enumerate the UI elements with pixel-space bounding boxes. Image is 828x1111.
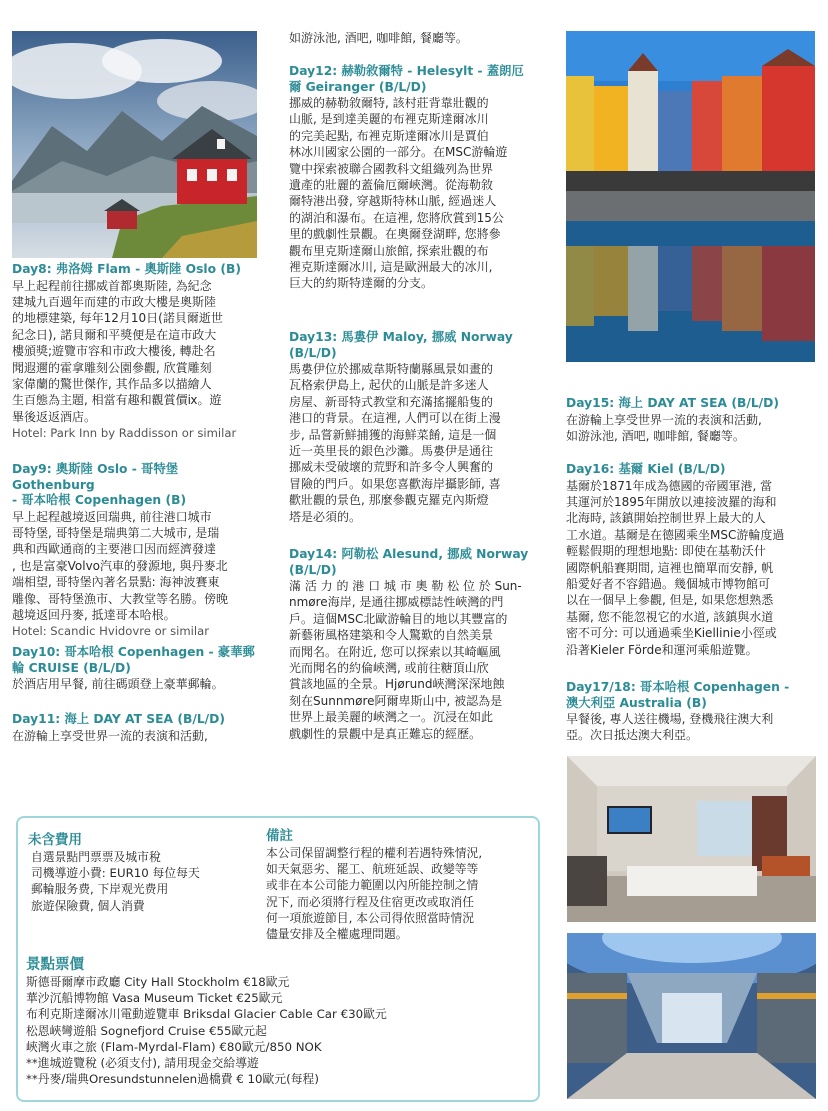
title-line: Day13: 馬婁伊 Maloy, 挪威 Norway [289,330,513,344]
title-line: - 哥本哈根 Copenhagen (B) [12,493,187,507]
body-line: 越境返回丹麥, 抵達哥本哈根。 [12,607,176,622]
body-line: 雕像、哥特堡漁市、大教堂等名勝。傍晚 [12,591,229,606]
list-item: 峽灣火車之旅 (Flam-Myrdal-Flam) €80歐元/850 NOK [26,1039,322,1054]
day13-title [289,330,539,361]
body-line: 塔是必須的。 [289,509,362,524]
list-item: 斯德哥爾摩市政廳 City Hall Stockholm €18歐元 [26,975,290,989]
title-line: Day14: 阿勒松 Alesund, 挪威 Norway [289,547,529,561]
body-line: 觀布里克斯達爾山旅館, 探索壯觀的布 [289,243,489,258]
body-line: 國際帆船賽期間, 這裡也簡單而安靜, 帆 [566,560,774,575]
flam-fjord-photo [12,31,257,258]
body-line: 的湖泊和瀑布。在這裡, 您將欣賞到15公 [289,210,504,225]
day15-body [566,412,818,445]
list-item: 旅遊保險費, 個人消費 [31,898,145,913]
body-line: 密不可分: 可以通過乘坐Kiellinie小徑或 [566,626,777,641]
body-line: 紀念日), 諾貝爾和平獎便是在這市政大 [12,327,217,342]
list-item: 華沙沉船博物館 Vasa Museum Ticket €25歐元 [26,991,283,1006]
body-line: 早上起程越境返回瑞典, 前往港口城市 [12,509,212,524]
info-box [16,816,540,1102]
body-line: 樓頒獎;遊覽市容和市政大樓後, 轉赴名 [12,344,216,359]
body-line: 爾特港出發, 穿越斯特林山脈, 經過迷人 [289,194,497,209]
day13-body [289,361,539,525]
list-item: 自選景點門票票及城市稅 [31,850,161,864]
day1718-body [566,711,818,744]
body-line: 生百態為主題, 相當有趣和觀賞價ⅸ。遊 [12,393,222,408]
notes-heading: 備註 [266,828,293,844]
body-line: 光而聞名的約倫峽灣, 或前往糖頂山欣 [289,661,489,676]
body-line: 近一英里長的銀色沙灘。馬婁伊是通往 [289,444,494,459]
day11-continuation: 如游泳池, 酒吧, 咖啡館, 餐廳等。 [289,31,468,45]
title-line: 輪 CRUISE (B/L/D) [12,660,131,675]
day14-title [289,547,539,578]
body-line: 基爾於1871年成為德國的帝國軍港, 當 [566,478,773,493]
body-line: 沿著Kieler Förde和運河乘船遊覽。 [566,642,758,657]
body-line: 在游輪上享受世界一流的表演和活動, [566,412,762,427]
body-line: 戲劇性的景觀中是真正難忘的經歷。 [289,726,482,741]
day16-title: Day16: 基爾 Kiel (B/L/D) [566,462,726,476]
day8-hotel: Hotel: Park Inn by Raddisson or similar [12,426,237,441]
body-line: 冒險的門戶。如果您喜歡海岸攝影師, 喜 [289,476,501,491]
body-line: 戶。這個MSC北歐游輪目的地以其豐富的 [289,611,508,626]
notes-section [266,828,536,942]
body-line: 的地標建築, 每年12月10日(諾貝爾逝世 [12,311,223,326]
list-item: **丹麥/瑞典Oresundstunnelen過橋費 € 10歐元(每程) [26,1072,319,1087]
note-line: 本公司保留調整行程的權利若遇特殊情況, [266,846,483,860]
body-line: 輕鬆假期的理想地點: 即使在基勒沃什 [566,544,766,559]
note-line: 況下, 而必須將行程及住宿更改或取消任 [266,894,475,909]
body-line: 刻在Sunnmøre阿爾卑斯山中, 被認為是 [289,693,503,708]
day12-body [289,95,539,292]
day11-body [12,728,264,744]
body-line: 在游輪上享受世界一流的表演和活動, [12,728,208,743]
body-line: 典和西歐通商的主要港口因而經濟發達 [12,542,217,557]
body-line: 房屋、新哥特式教堂和充滿搖擺船隻的 [289,394,494,409]
day12-title [289,64,539,95]
body-line: 裡克斯達爾冰川, 這是歐洲最大的冰川, [289,260,493,275]
title-line: 澳大利亞 Australia (B) [566,695,707,710]
list-item: 司機導遊小費: EUR10 每位每天 [31,866,200,881]
body-line: 亞。次日抵达澳大利亞。 [566,728,699,743]
body-line: 新藝術風格建築和令人驚歎的自然美景 [289,628,494,643]
body-line: 歡壯觀的景色, 那麼參觀克羅克內斯燈 [289,493,489,508]
note-line: 或非在本公司能力範圍以內所能控制之情 [266,878,479,893]
note-line: 何一項旅遊節目, 本公司得依照當時情況 [266,910,475,925]
title-line: Day12: 赫勒敘爾特 - Helesylt - 蓋朗厄 [289,64,524,78]
title-line: Day17/18: 哥本哈根 Copenhagen - [566,680,790,694]
body-line: 遺產的壯麗的蓋倫厄爾峽灣。從海勒敘 [289,178,494,193]
title-line: Day9: 奧斯陸 Oslo - 哥特堡 Gothenburg [12,462,179,492]
title-line: 爾 Geiranger (B/L/D) [289,79,427,94]
body-line: 覽中探索被聯合國教科文組織列為世界 [289,161,494,176]
list-item: 布利克斯達爾冰川電動遊覽車 Briksdal Glacier Cable Car €30歐元 [26,1007,387,1022]
body-line: 挪威的赫勒敘爾特, 該村莊背靠壯觀的 [289,96,489,110]
body-line: 早上起程前往挪威首都奧斯陸, 為紀念 [12,278,212,293]
body-line: nmøre海岸, 是通往挪威標誌性峽灣的門 [289,595,504,610]
day8-body [12,278,264,426]
list-item: 郵輪服务费, 下岸观光费用 [31,882,169,897]
note-line: 儘量安排及全權處理問題。 [266,927,408,942]
body-line: 馬婁伊位於挪威韋斯特蘭縣風景如畫的 [289,362,494,376]
title-line: Day10: 哥本哈根 Copenhagen - 豪華郵 [12,645,255,659]
body-line: 船愛好者不容錯過。幾個城市博物館可 [566,576,771,591]
day9-body [12,509,264,624]
body-line: 建城九百週年而建的市政大樓是奧斯陸 [12,294,217,309]
cruise-cabin-photo [567,756,816,922]
ticket-prices-section [26,956,536,1087]
body-line: 港口的背景。在這裡, 人們可以在街上漫 [289,411,501,426]
body-line: 巨大的約斯特達爾的分支。 [289,276,434,291]
body-line: 畢後返返酒店。 [12,409,97,424]
body-line: 哥特堡, 哥特堡是瑞典第二大城市, 是瑞 [12,525,220,540]
body-line: 的完美起點, 布裡克斯達爾冰川是賈伯 [289,128,489,143]
body-line: 於酒店用早餐, 前往碼頭登上豪華郵輪。 [12,677,224,691]
notes-text [266,845,536,942]
red-house-fjord-image [12,31,257,258]
day10-title [12,645,264,676]
ticket-prices-list [26,974,536,1087]
body-line: 瓦格索伊島上, 起伏的山脈是許多迷人 [289,378,489,393]
body-line: 家偉蘭的驚世傑作, 其作品多以描繪人 [12,376,212,391]
day11-title: Day11: 海上 DAY AT SEA (B/L/D) [12,712,225,726]
excluded-costs-list [28,849,253,914]
body-line: , 也是富豪Volvo汽車的發源地, 與丹麥北 [12,558,228,573]
day9-title [12,462,264,509]
body-line: 世界上最美麗的峽灣之一。沉浸在如此 [289,710,494,725]
day14-body [289,578,539,742]
cabin-interior-image [567,756,816,922]
day9-hotel: Hotel: Scandic Hvidovre or similar [12,624,209,639]
copenhagen-nyhavn-photo [566,31,815,362]
body-line: 挪威未受破壞的荒野和許多令人興奮的 [289,460,494,475]
day16-body [566,478,818,658]
list-item: **進城遊覽稅 (必須支付), 請用現金交給導遊 [26,1056,259,1071]
body-line: 滿 活 力 的 港 口 城 市 奧 勒 松 位 於 Sun- [289,579,522,593]
body-line: 如游泳池, 酒吧, 咖啡館, 餐廳等。 [566,428,745,443]
day1718-title [566,680,818,711]
body-line: 其運河於1895年開放以連接波羅的海和 [566,494,777,509]
body-line: 端相望, 哥特堡內著名景點: 海神波賽東 [12,575,220,590]
cruise-promenade-photo [567,933,816,1099]
promenade-interior-image [567,933,816,1099]
body-line: 基爾, 您不能忽視它的水道, 該鎮與水道 [566,609,774,624]
day15-title: Day15: 海上 DAY AT SEA (B/L/D) [566,396,779,410]
body-line: 山脈, 是到達美麗的布裡克斯達爾冰川 [289,112,489,127]
excluded-costs-heading: 未含費用 [28,832,82,848]
title-line: (B/L/D) [289,562,337,577]
body-line: 聞遐邇的霍拿雕刻公園參觀, 欣賞雕刻 [12,360,212,375]
list-item: 松恩峽彎遊船 Sognefjord Cruise €55歐元起 [26,1023,267,1038]
ticket-prices-heading: 景點票價 [26,957,84,973]
body-line: 早餐後, 專人送往機場, 登機飛往澳大利 [566,712,774,726]
body-line: 賞該地區的全景。Hjørund峽灣深深地蝕 [289,677,505,692]
body-line: 步, 品嘗新鮮捕獲的海鮮菜餚, 這是一個 [289,427,497,442]
body-line: 工水道。基爾是在德國乘坐MSC游輪度過 [566,527,785,542]
body-line: 而聞名。在附近, 您可以探索以其崎嶇風 [289,644,501,659]
title-line: (B/L/D) [289,345,337,360]
body-line: 以在一個早上參觀, 但是, 如果您想熟悉 [566,593,774,608]
nyhavn-harbor-image [566,31,815,362]
day10-body [12,676,264,692]
excluded-costs-section [28,832,253,914]
body-line: 里的戲劇性景觀。在奧爾登湖畔, 您將參 [289,227,501,242]
body-line: 林冰川國家公園的一部分。在MSC游輪遊 [289,145,508,160]
body-line: 北海時, 該鎮開始控制世界上最大的人 [566,511,766,526]
note-line: 如天氣惡劣、罷工、航班延誤、政變等等 [266,862,479,877]
day8-title: Day8: 弗洛姆 Flam - 奧斯陸 Oslo (B) [12,262,241,276]
